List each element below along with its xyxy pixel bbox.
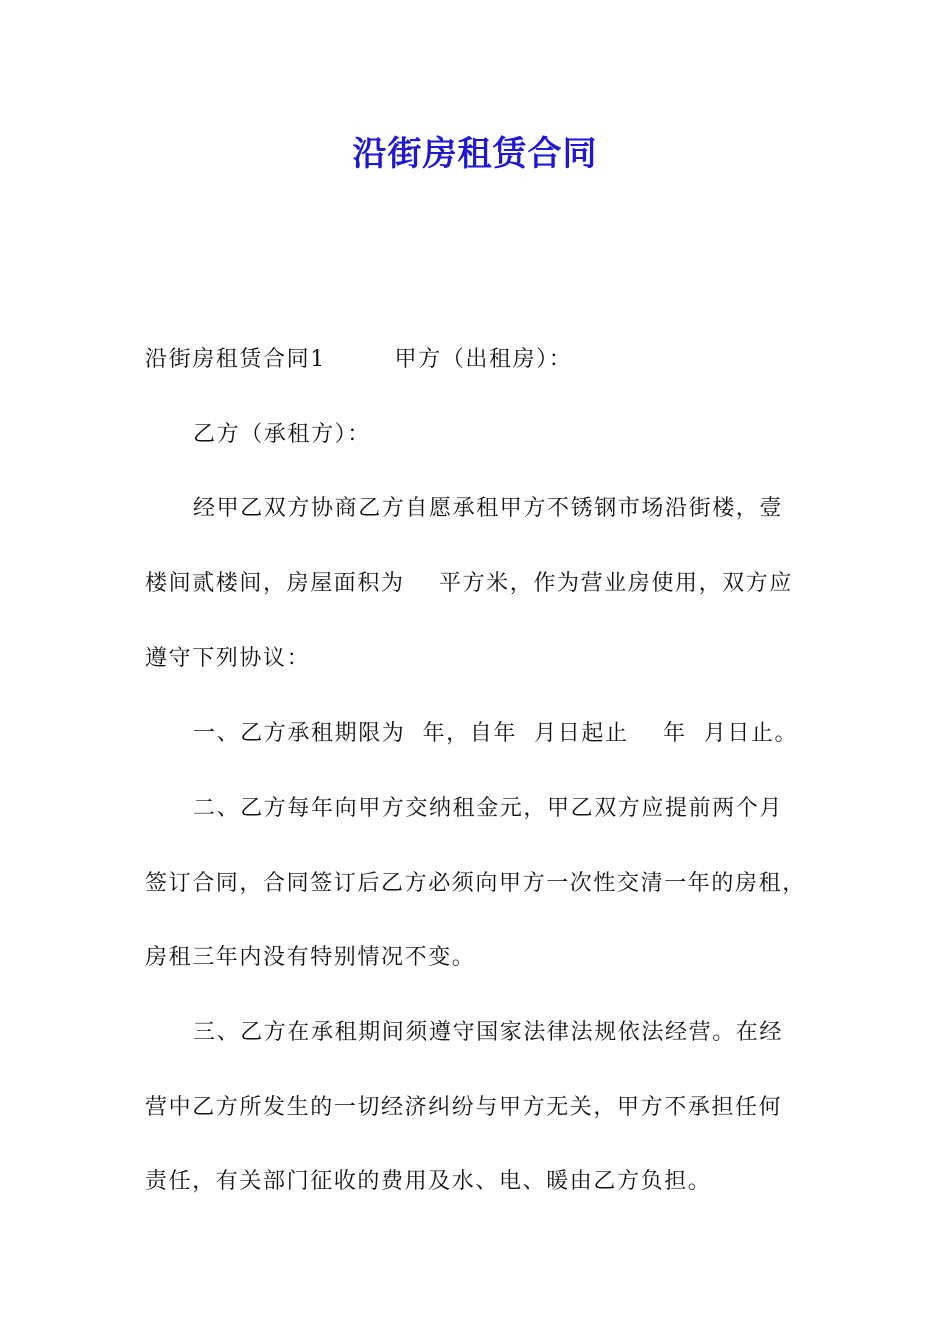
clause-3-line-2: 营中乙方所发生的一切经济纠纷与甲方无关，甲方不承担任何	[145, 1095, 783, 1120]
clause-1-line-1: 一、乙方承租期限为 年，自年 月日起止 年 月日止。	[193, 721, 799, 746]
clause-2-line-1: 二、乙方每年向甲方交纳租金元，甲乙双方应提前两个月	[193, 796, 784, 821]
paragraph-intro-line-3: 遵守下列协议：	[145, 646, 311, 671]
clause-3-line-3: 责任，有关部门征收的费用及水、电、暖由乙方负担。	[145, 1169, 712, 1194]
clause-3-line-1: 三、乙方在承租期间须遵守国家法律法规依法经营。在经	[193, 1020, 784, 1045]
clause-2-line-3: 房租三年内没有特别情况不变。	[145, 945, 476, 970]
paragraph-intro-line-1: 经甲乙双方协商乙方自愿承租甲方不锈钢市场沿街楼，壹	[193, 496, 784, 521]
party-b-line: 乙方（承租方）：	[193, 422, 371, 447]
contract-heading-line: 沿街房租赁合同1 甲方（出租房）：	[145, 347, 573, 372]
document-title: 沿街房租赁合同	[352, 134, 598, 174]
paragraph-intro-line-2: 楼间贰楼间，房屋面积为 平方米，作为营业房使用，双方应	[145, 571, 793, 596]
clause-2-line-2: 签订合同，合同签订后乙方必须向甲方一次性交清一年的房租，	[145, 871, 806, 896]
